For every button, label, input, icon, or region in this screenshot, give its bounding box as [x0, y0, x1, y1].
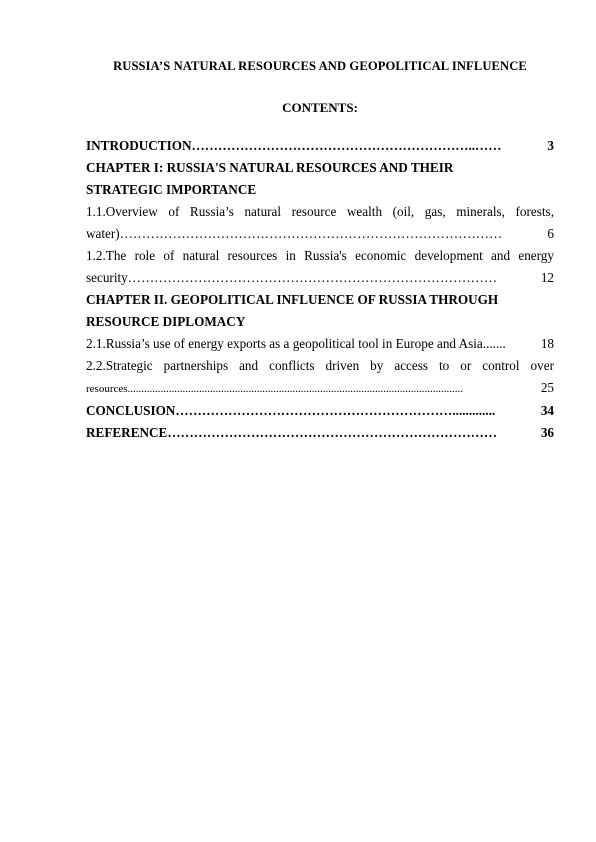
toc-label: 2.2.Strategic partnerships and conflicts driven by access to or control over	[86, 358, 554, 373]
document-title: RUSSIA’S NATURAL RESOURCES AND GEOPOLITICAL INFLUENCE	[113, 59, 527, 73]
toc-page-number: 18	[540, 336, 554, 351]
toc-entry-2-1[interactable]	[86, 333, 554, 355]
toc-leader-dots: …………………………………………………………………	[167, 425, 498, 440]
toc-leader-dots: ..........................................................................................................................	[127, 383, 464, 395]
toc-page-number: 36	[540, 425, 554, 440]
toc-chapter-line: CHAPTER I: RUSSIA'S NATURAL RESOURCES AND THEIR	[86, 160, 454, 175]
toc-entry-chapter-1[interactable]	[86, 157, 554, 201]
toc-label: 1.1.Overview of Russia’s natural resource wealth (oil, gas, minerals, forests,	[86, 204, 554, 219]
toc-label: resources	[86, 383, 128, 395]
toc-entry-1-2[interactable]	[86, 245, 554, 289]
toc-entry-introduction[interactable]	[86, 135, 554, 157]
toc-label: water)	[86, 226, 120, 241]
toc-entry-reference[interactable]	[86, 422, 554, 444]
toc-label: security	[86, 270, 128, 285]
toc-label: REFERENCE	[86, 425, 168, 440]
contents-heading: CONTENTS:	[282, 100, 358, 115]
toc-page-number: 12	[540, 270, 554, 285]
toc-entry-conclusion[interactable]	[86, 400, 554, 422]
toc-entry-2-2[interactable]	[86, 355, 554, 400]
toc-leader-dots: ……………………………………………………………………………	[119, 226, 503, 241]
toc-label: 1.2.The role of natural resources in Russia's economic development and energy	[86, 248, 554, 263]
toc-leader-dots: …………………………………………………………………………	[127, 270, 497, 285]
toc-leader-dots: ………………………………………………………..……	[191, 138, 502, 153]
toc-page-number: 3	[547, 138, 554, 153]
toc-chapter-line: STRATEGIC IMPORTANCE	[86, 182, 257, 197]
toc-chapter-line: CHAPTER II. GEOPOLITICAL INFLUENCE OF RUSSIA THROUGH	[86, 292, 499, 307]
toc-label: 2.1.Russia’s use of energy exports as a geopolitical tool in Europe and Asia.......	[86, 336, 513, 351]
toc-leader-dots: ……………………………………………………….............	[175, 403, 496, 418]
toc-page-number: 25	[540, 380, 554, 395]
toc-label: CONCLUSION	[86, 403, 176, 418]
toc-entry-chapter-2[interactable]	[86, 289, 554, 333]
toc-label: INTRODUCTION	[86, 138, 192, 153]
toc-entry-1-1[interactable]	[86, 201, 554, 245]
toc-page-number: 6	[547, 226, 554, 241]
toc-chapter-line: RESOURCE DIPLOMACY	[86, 314, 246, 329]
toc-page-number: 34	[540, 403, 554, 418]
document-page	[86, 56, 554, 444]
